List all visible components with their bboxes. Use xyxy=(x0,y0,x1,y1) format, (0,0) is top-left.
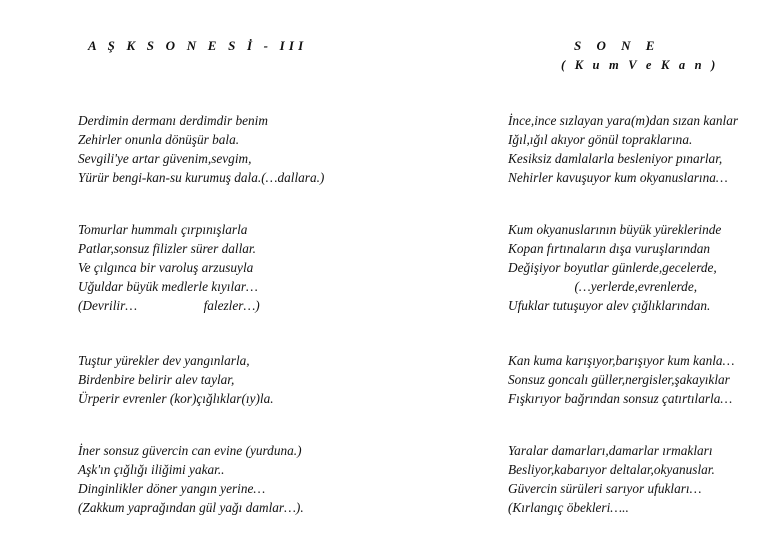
poem-line: Tuştur yürekler dev yangınlarla, xyxy=(78,353,250,368)
right-stanza-4 xyxy=(508,441,715,517)
poem-line: Iğıl,ığıl akıyor gönül topraklarına. xyxy=(508,132,693,147)
left-stanza-1 xyxy=(78,111,324,187)
poem-line: Dinginlikler döner yangın yerine… xyxy=(78,481,266,496)
poem-line: Yürür bengi-kan-su kurumuş dala.(…dallara.) xyxy=(78,170,325,185)
poem-line: Nehirler kavuşuyor kum okyanuslarına… xyxy=(508,170,728,185)
poem-line: Birdenbire belirir alev taylar, xyxy=(78,372,235,387)
poem-line: Ürperir evrenler (kor)çığlıklar(ıy)la. xyxy=(78,391,274,406)
poem-line: Uğuldar büyük medlerle kıyılar… xyxy=(78,279,258,294)
poem-line: Değişiyor boyutlar günlerde,gecelerde, xyxy=(508,260,717,275)
poem-line: Patlar,sonsuz filizler sürer dallar. xyxy=(78,241,256,256)
poem-line: Zehirler onunla dönüşür bala. xyxy=(78,132,240,147)
poem-line: (Zakkum yaprağından gül yağı damlar…). xyxy=(78,500,304,515)
poem-line: Tomurlar hummalı çırpınışlarla xyxy=(78,222,248,237)
poem-line: Ve çılgınca bir varoluş arzusuyla xyxy=(78,260,254,275)
right-poem-subtitle: ( K u m V e K a n ) xyxy=(561,58,719,72)
poem-line: Güvercin sürüleri sarıyor ufukları… xyxy=(508,481,702,496)
poem-line: İner sonsuz güvercin can evine (yurduna.) xyxy=(78,443,302,458)
left-stanza-4 xyxy=(78,441,304,517)
right-poem-title: S O N E xyxy=(574,38,661,53)
poem-line: Derdimin dermanı derdimdir benim xyxy=(78,113,268,128)
poem-line: (Devrilir… falezler…) xyxy=(78,298,260,313)
right-stanza-2 xyxy=(508,220,721,315)
poem-line: Aşk'ın çığlığı iliğimi yakar.. xyxy=(78,462,225,477)
poem-line: Yaralar damarları,damarlar ırmakları xyxy=(508,443,713,458)
poem-line: Sevgili'ye artar güvenim,sevgim, xyxy=(78,151,252,166)
poem-line: Sonsuz goncalı güller,nergisler,şakayıklar xyxy=(508,372,730,387)
poem-line: İnce,ince sızlayan yara(m)dan sızan kanlar xyxy=(508,113,739,128)
left-stanza-2 xyxy=(78,220,260,315)
poem-line: Kum okyanuslarının büyük yüreklerinde xyxy=(508,222,722,237)
poem-line: (Kırlangıç öbekleri….. xyxy=(508,500,629,515)
poem-line: (…yerlerde,evrenlerde, xyxy=(508,279,698,294)
poem-line: Fışkırıyor bağrından sonsuz çatırtılarla… xyxy=(508,391,733,406)
right-stanza-3 xyxy=(508,351,734,408)
left-stanza-3 xyxy=(78,351,274,408)
poem-line: Kopan fırtınaların dışa vuruşlarından xyxy=(508,241,711,256)
right-stanza-1 xyxy=(508,111,738,187)
left-poem-title: A Ş K S O N E S İ - III xyxy=(88,38,308,53)
poem-line: Kan kuma karışıyor,barışıyor kum kanla… xyxy=(508,353,735,368)
poem-line: Besliyor,kabarıyor deltalar,okyanuslar. xyxy=(508,462,715,477)
poem-line: Ufuklar tutuşuyor alev çığlıklarından. xyxy=(508,298,711,313)
poem-line: Kesiksiz damlalarla besleniyor pınarlar, xyxy=(508,151,723,166)
